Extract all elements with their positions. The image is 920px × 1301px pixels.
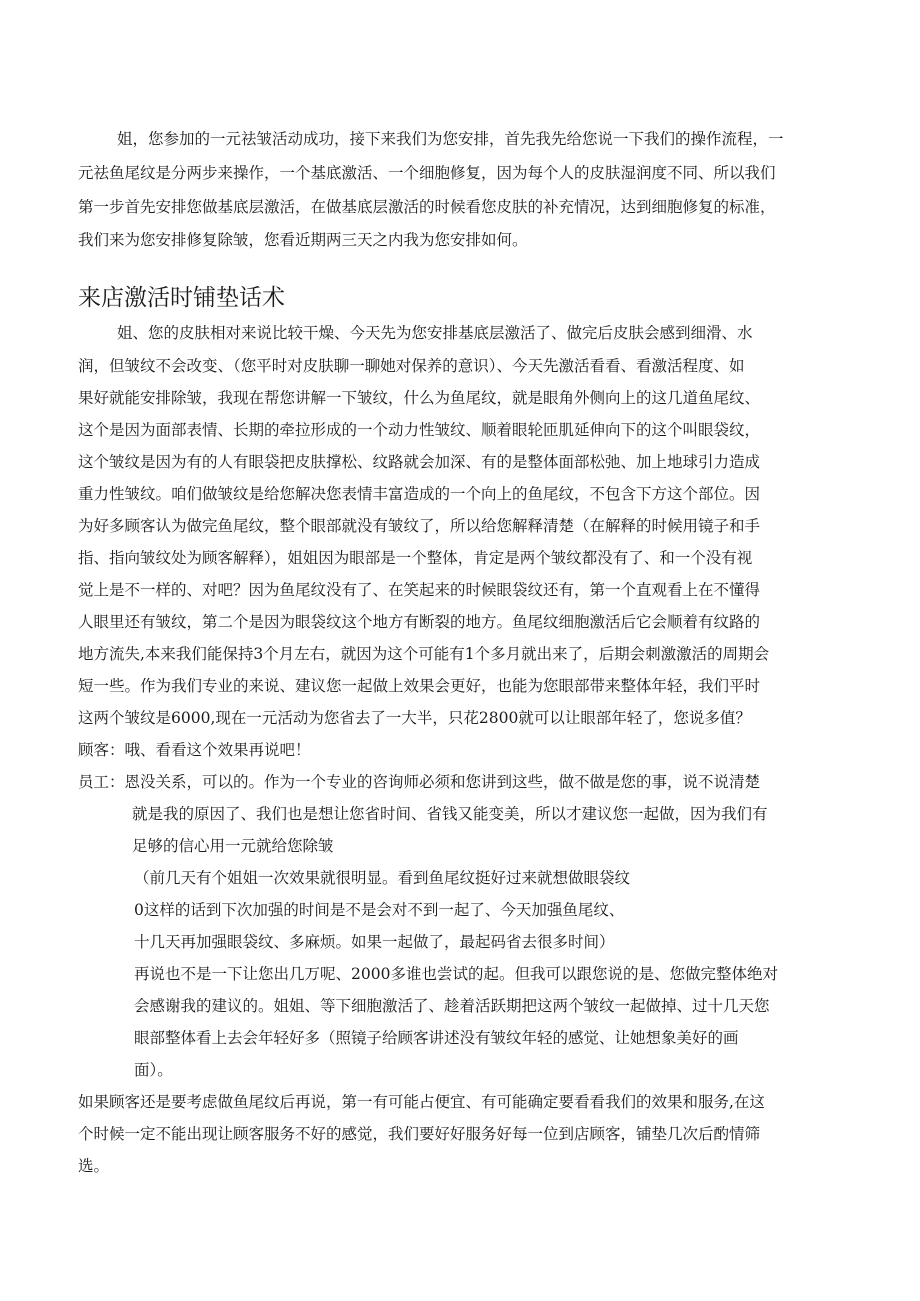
script-line: 觉上是不一样的、对吧？因为鱼尾纹没有了、在笑起来的时候眼袋纹还有，第一个直观看上在不懂得 xyxy=(78,581,761,599)
closing-line: 个时候一定不能出现让顾客服务不好的感觉，我们要好好服务好每一位到店顾客，铺垫几次后酌情筛 xyxy=(78,1125,761,1143)
intro-line: 姐，您参加的一元祛皱活动成功，接下来我们为您安排，首先我先给您说一下我们的操作流程，一 xyxy=(117,130,784,148)
script-line: 短一些。作为我们专业的来说、建议您一起做上效果会更好，也能为您眼部带来整体年轻，我们平时 xyxy=(78,677,761,695)
staff-line: 就是我的原因了、我们也是想让您省时间、省钱又能变美，所以才建议您一起做，因为我们有 xyxy=(132,805,768,823)
intro-line: 我们来为您安排修复除皱，您看近期两三天之内我为您安排如何。 xyxy=(78,231,528,249)
note-line: 十几天再加强眼袋纹、多麻烦。如果一起做了，最起码省去很多时间） xyxy=(134,933,615,951)
script-line: 重力性皱纹。咱们做皱纹是给您解决您表情丰富造成的一个向上的鱼尾纹，不包含下方这个部位。因 xyxy=(78,485,761,503)
customer-reply: 顾客：哦、看看这个效果再说吧！ xyxy=(78,741,311,759)
staff-line: 员工：恩没关系，可以的。作为一个专业的咨询师必须和您讲到这些，做不做是您的事，说不说清楚 xyxy=(78,773,761,791)
note-line: 再说也不是一下让您出几万呢、2000多谁也尝试的起。但我可以跟您说的是、您做完整体绝对 xyxy=(134,965,778,983)
script-line: 指、指向皱纹处为顾客解释），姐姐因为眼部是一个整体，肯定是两个皱纹都没有了、和一个没有视 xyxy=(78,549,753,567)
closing-line: 如果顾客还是要考虑做鱼尾纹后再说，第一有可能占便宜、有可能确定要看看我们的效果和服务,在这 xyxy=(78,1093,765,1111)
staff-line: 足够的信心用一元就给您除皱 xyxy=(132,837,334,855)
section-heading: 来店激活时铺垫话术 xyxy=(78,285,285,311)
script-line: 润，但皱纹不会改变、（您平时对皮肤聊一聊她对保养的意识）、今天先激活看看、看激活程度、如 xyxy=(78,357,745,375)
note-line: 眼部整体看上去会年轻好多（照镜子给顾客讲述没有皱纹年轻的感觉、让她想象美好的画 xyxy=(134,1029,739,1047)
script-line: 为好多顾客认为做完鱼尾纹，整个眼部就没有皱纹了，所以给您解释清楚（在解释的时候用镜子和手 xyxy=(78,517,761,535)
intro-line: 元祛鱼尾纹是分两步来操作，一个基底激活、一个细胞修复，因为每个人的皮肤湿润度不同、所以我们 xyxy=(78,164,776,182)
script-line: 地方流失,本来我们能保持3个月左右，就因为这个可能有1个多月就出来了，后期会刺激激活的周期会 xyxy=(78,645,770,663)
note-line: 0这样的话到下次加强的时间是不是会对不到一起了、今天加强鱼尾纹、 xyxy=(134,901,625,919)
note-line: （前几天有个姐姐一次效果就很明显。看到鱼尾纹挺好过来就想做眼袋纹 xyxy=(134,869,631,887)
script-line: 姐、您的皮肤相对来说比较干燥、今天先为您安排基底层激活了、做完后皮肤会感到细滑、水 xyxy=(117,324,753,342)
closing-line: 选。 xyxy=(78,1157,110,1175)
note-line: 会感谢我的建议的。姐姐、等下细胞激活了、趁着活跃期把这两个皱纹一起做掉、过十几天您 xyxy=(134,997,770,1015)
script-line: 这个皱纹是因为有的人有眼袋把皮肤撑松、纹路就会加深、有的是整体面部松弛、加上地球引力造成 xyxy=(78,453,761,471)
note-line: 面）。 xyxy=(134,1061,173,1079)
script-line: 果好就能安排除皱，我现在帮您讲解一下皱纹，什么为鱼尾纹，就是眼角外侧向上的这几道鱼尾纹、 xyxy=(78,389,761,407)
intro-line: 第一步首先安排您做基底层激活，在做基底层激活的时候看您皮肤的补充情况，达到细胞修复的标准， xyxy=(78,198,776,216)
script-line: 这两个皱纹是6000,现在一元活动为您省去了一大半，只花2800就可以让眼部年轻了，您说多值？ xyxy=(78,709,751,727)
script-line: 这个是因为面部表情、长期的牵拉形成的一个动力性皱纹、顺着眼轮匝肌延伸向下的这个叫眼袋纹， xyxy=(78,421,761,439)
script-line: 人眼里还有皱纹，第二个是因为眼袋纹这个地方有断裂的地方。鱼尾纹细胞激活后它会顺着有纹路的 xyxy=(78,613,761,631)
